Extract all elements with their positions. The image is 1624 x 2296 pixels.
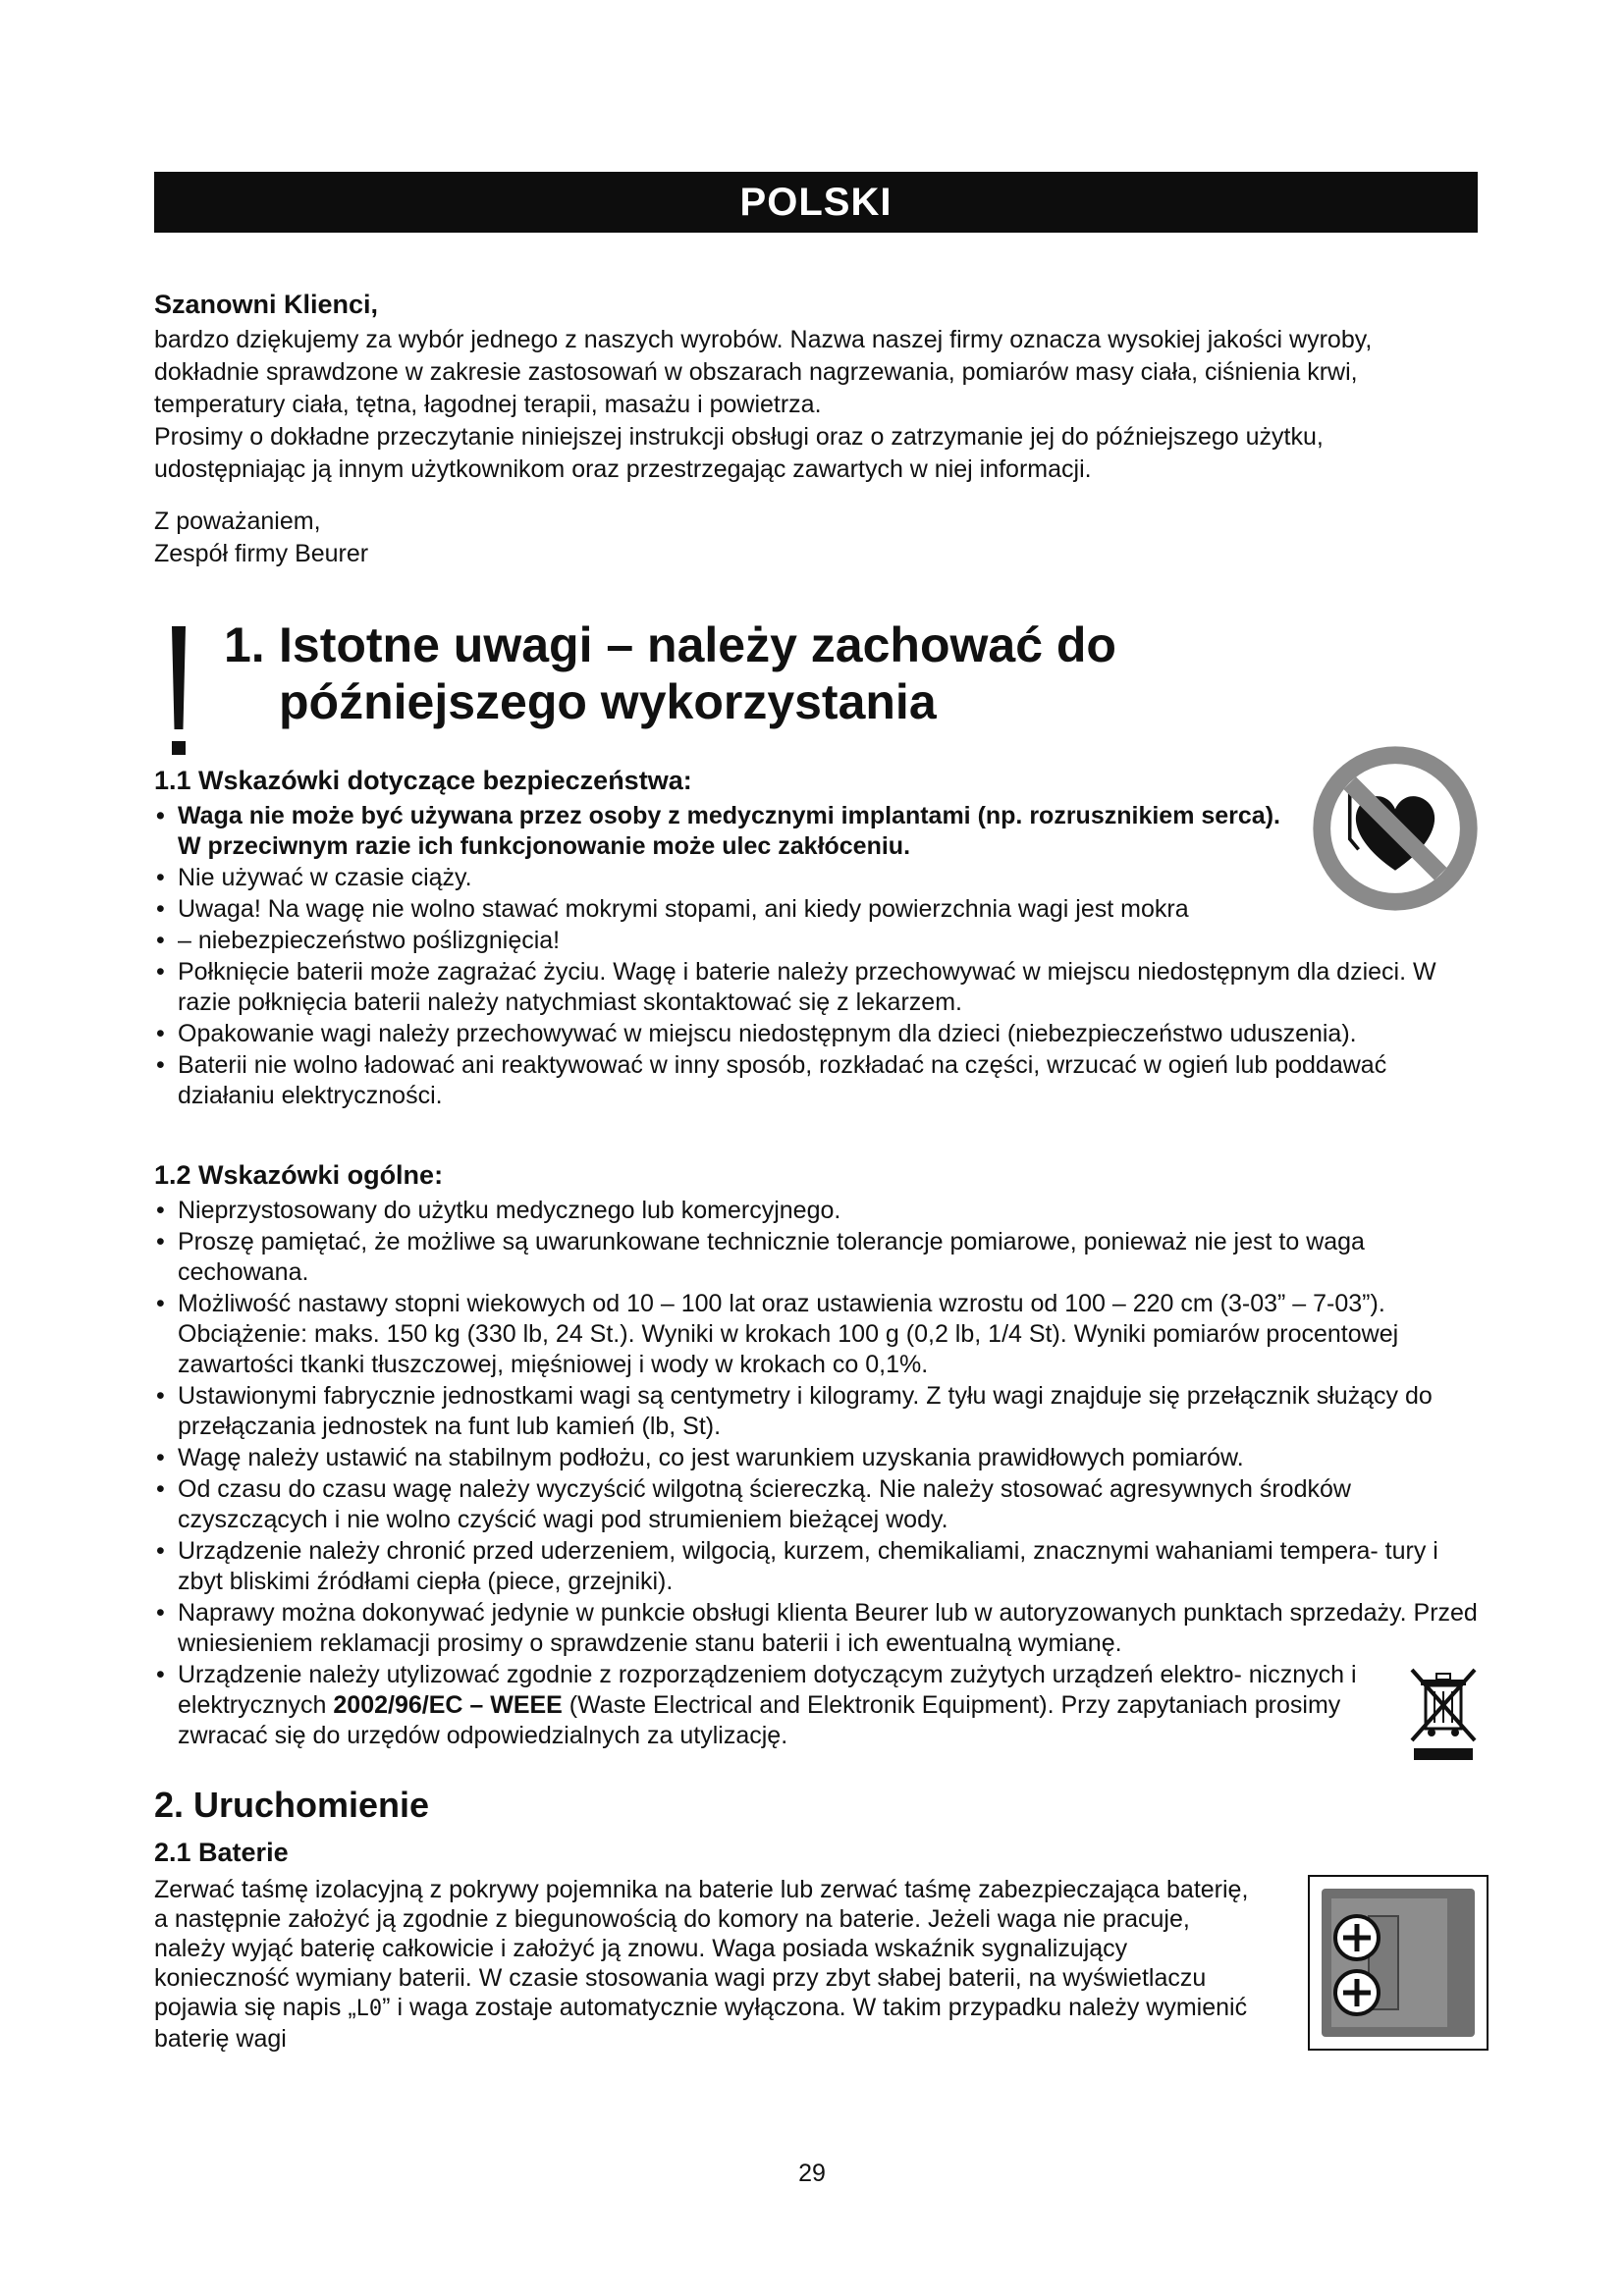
list-item: • Nie używać w czasie ciąży.	[154, 863, 1509, 893]
no-pacemaker-icon	[1308, 741, 1483, 916]
team-line: Zespół firmy Beurer	[154, 540, 369, 567]
section-1-number: 1.	[224, 617, 265, 672]
general-section	[154, 1158, 1480, 1752]
general-heading: 1.2 Wskazówki ogólne:	[154, 1160, 444, 1190]
slip-warning: – niebezpieczeństwo poślizgnięcia!	[178, 927, 561, 954]
crossed-out-bin-icon	[1406, 1664, 1481, 1762]
section-2-heading: 2. Uruchomienie	[154, 1785, 430, 1825]
safety-list	[154, 801, 1509, 1111]
greeting: Szanowni Klienci,	[154, 290, 379, 319]
intro-paragraph-2: Prosimy o dokładne przeczytanie niniejszej instrukcji obsługi oraz o zatrzymanie jej do późniejszego użytku, udostępniając ją innym użytkownikom oraz przestrzegając zawartych w niej informacji.	[154, 423, 1324, 483]
page-number: 29	[798, 2160, 826, 2187]
batteries-heading: 2.1 Baterie	[154, 1838, 289, 1867]
list-item: • Połknięcie baterii może zagrażać życiu. Wagę i baterie należy przechowywać w miejscu niedostępnym dla dzieci. W razie połknięcia baterii należy natychmiast skontaktować się z lekarzem.	[154, 957, 1474, 1018]
list-item: • Naprawy można dokonywać jedynie w punkcie obsługi klienta Beurer lub w autoryzowanych punktach sprzedaży. Przed wniesieniem reklamacji prosimy o sprawdzenie stanu baterii i ich ewentualną wymianę.	[154, 1598, 1480, 1659]
list-item: • Nieprzystosowany do użytku medycznego lub komercyjnego.	[154, 1196, 1480, 1226]
list-item: • Wagę należy ustawić na stabilnym podłożu, co jest warunkiem uzyskania prawidłowych pomiarów.	[154, 1443, 1480, 1473]
list-item-continuation	[154, 926, 1509, 956]
weee-text-pre: Urządzenie należy utylizować zgodnie z rozporządzeniem dotyczącym zużytych urządzeń elektro- nicznych i elektrycznych	[178, 1661, 1357, 1719]
lo-display-code: L0	[355, 1997, 383, 2021]
section-1-heading	[224, 616, 1116, 730]
list-item: • Urządzenie należy chronić przed uderzeniem, wilgocią, kurzem, chemikaliami, znacznymi wahaniami tempera- tury i zbyt bliskimi źródłami ciepła (piece, grzejniki).	[154, 1536, 1480, 1597]
intro-text	[154, 324, 1480, 486]
list-item: • Waga nie może być używana przez osoby z medycznymi implantami (np. rozrusznikiem serca). W przeciwnym razie ich funkcjonowanie może ulec zakłóceniu.	[154, 801, 1307, 862]
batteries-text-1: Zerwać taśmę izolacyjną z pokrywy pojemnika na baterie lub zerwać taśmę zabezpieczająca baterię, a następnie założyć ją zgodnie z biegunowością do komory na baterie. Jeżeli waga nie pracuje, należy wyjąć baterię całkowicie i założyć ją znowu. Waga posiada wskaźnik sygnalizujący konieczność wymiany baterii. W czasie stosowania wagi przy zbyt słabej baterii, na wyświetlaczu pojawia się napis „	[154, 1876, 1249, 2021]
safety-heading: 1.1 Wskazówki dotyczące bezpieczeństwa:	[154, 766, 692, 795]
batteries-text	[154, 1875, 1254, 2054]
list-item: • Od czasu do czasu wagę należy wyczyścić wilgotną ściereczką. Nie należy stosować agresywnych środków czyszczących i nie wolno czyścić wagi pod strumieniem bieżącej wody.	[154, 1474, 1480, 1535]
list-item: • Proszę pamiętać, że możliwe są uwarunkowane technicznie tolerancje pomiarowe, ponieważ nie jest to waga cechowana.	[154, 1227, 1480, 1288]
list-item-weee	[154, 1660, 1395, 1751]
language-header: POLSKI	[154, 172, 1478, 233]
list-item: • Ustawionymi fabrycznie jednostkami wagi są centymetry i kilogramy. Z tyłu wagi znajduje się przełącznik służący do przełączania jednostek na funt lub kamień (lb, St).	[154, 1381, 1480, 1442]
regards-line: Z poważaniem,	[154, 507, 321, 535]
battery-compartment-icon	[1308, 1875, 1489, 2051]
batteries-text-2: ” i waga zostaje automatycznie wyłączona. W takim przypadku należy wymienić baterię wagi	[154, 1994, 1248, 2053]
list-item: • Możliwość nastawy stopni wiekowych od 10 – 100 lat oraz ustawienia wzrostu od 100 – 220 cm (3-03” – 7-03”). Obciążenie: maks. 150 kg (330 lb, 24 St.). Wyniki w krokach 100 g (0,2 lb, 1/4 St). Wyniki pomiarów procentowej zawartości tkanki tłuszczowej, mięśniowej i wody w krokach co 0,1%.	[154, 1289, 1480, 1380]
weee-text-post: (Waste Electrical and Elektronik Equipment). Przy zapytaniach prosimy zwracać się do urzędów odpowiedzialnych za utylizację.	[178, 1691, 1341, 1749]
safety-section	[154, 764, 1436, 1112]
general-list	[154, 1196, 1480, 1751]
section-1-title-line-1: Istotne uwagi – należy zachować do	[279, 617, 1116, 672]
intro-paragraph-1: bardzo dziękujemy za wybór jednego z naszych wyrobów. Nazwa naszej firmy oznacza wysokiej jakości wyroby, dokładnie sprawdzone w zakresie zastosowań w obszarach nagrzewania, pomiarów masy ciała, ciśnienia krwi, temperatury ciała, tętna, łagodnej terapii, masażu i powietrza.	[154, 326, 1373, 418]
section-1-title-line-2: późniejszego wykorzystania	[279, 674, 937, 729]
list-item: • Baterii nie wolno ładować ani reaktywować w inny sposób, rozkładać na części, wrzucać w ogień lub poddawać działaniu elektryczności.	[154, 1050, 1405, 1111]
list-item: • Uwaga! Na wagę nie wolno stawać mokrymi stopami, ani kiedy powierzchnia wagi jest mokra	[154, 894, 1509, 925]
weee-directive: 2002/96/EC – WEEE	[333, 1691, 563, 1719]
signature	[154, 506, 1480, 570]
list-item: • Opakowanie wagi należy przechowywać w miejscu niedostępnym dla dzieci (niebezpieczeństwo uduszenia).	[154, 1019, 1533, 1049]
section-2	[154, 1785, 1254, 2054]
